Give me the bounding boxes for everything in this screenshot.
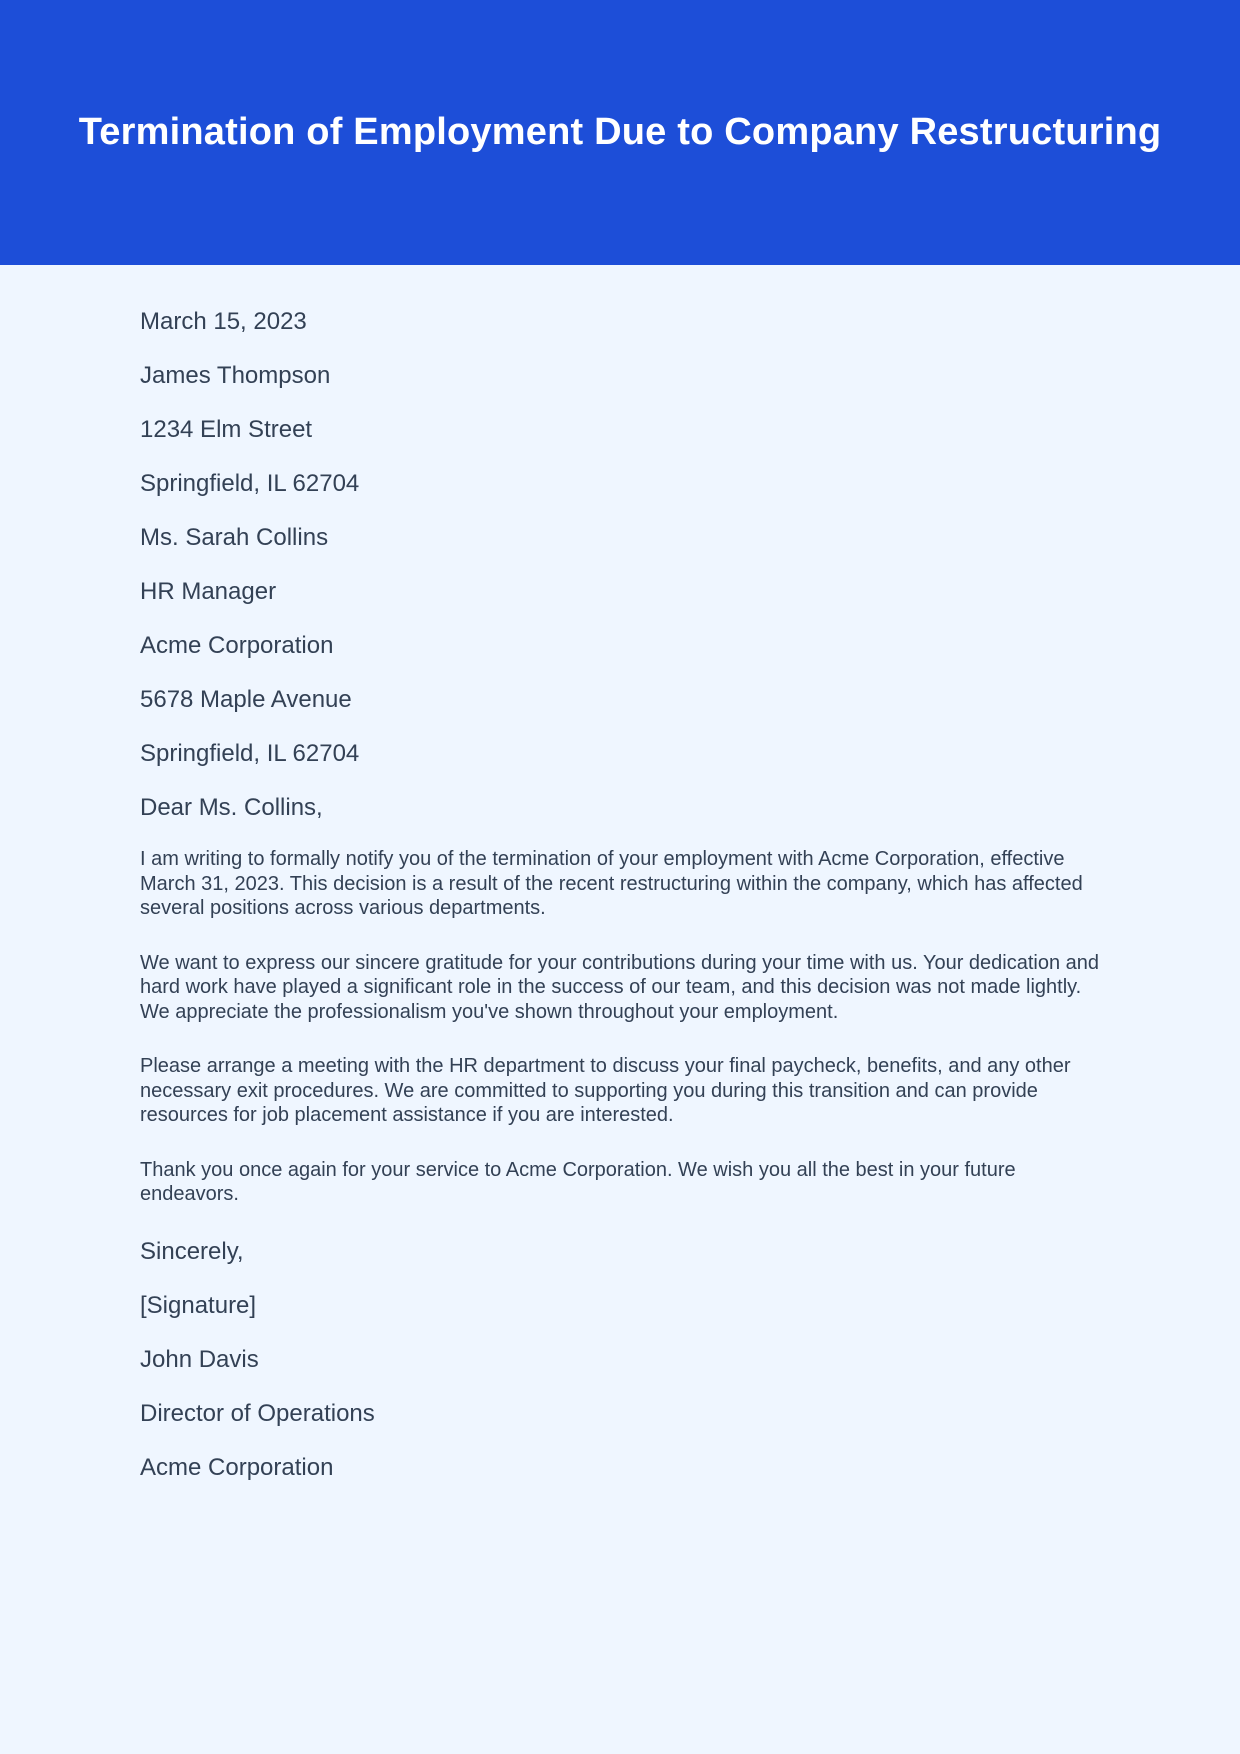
recipient-city: Springfield, IL 62704 (140, 470, 360, 497)
letter-body (0, 265, 1240, 1567)
signer-name: John Davis (140, 1345, 259, 1373)
signer-title: Director of Operations (140, 1399, 375, 1427)
signature-placeholder: [Signature] (140, 1291, 257, 1319)
header-banner (0, 0, 1240, 265)
sender-name: Ms. Sarah Collins (140, 524, 329, 551)
salutation: Dear Ms. Collins, (140, 794, 323, 821)
sender-company: Acme Corporation (140, 632, 334, 659)
sender-role: HR Manager (140, 578, 277, 605)
paragraph-gratitude: We want to express our sincere gratitude for your contributions during your time with us. Your dedication and hard work have played a significant role in the success of our team, and this decision was not made lightly. We appreciate the professionalism you've shown throughout your employment. (140, 951, 1100, 1023)
sender-street: 5678 Maple Avenue (140, 686, 352, 713)
page-title: Termination of Employment Due to Company Restructuring (78, 111, 1162, 153)
closing: Sincerely, (140, 1237, 244, 1265)
letter-date: March 15, 2023 (140, 308, 307, 335)
signer-company: Acme Corporation (140, 1453, 334, 1481)
recipient-name: James Thompson (140, 362, 331, 389)
recipient-street: 1234 Elm Street (140, 416, 313, 443)
sender-city: Springfield, IL 62704 (140, 740, 360, 767)
paragraph-thanks: Thank you once again for your service to Acme Corporation. We wish you all the best in your future endeavors. (140, 1158, 1016, 1205)
paragraph-termination-notice: I am writing to formally notify you of the termination of your employment with Acme Corporation, effective March 31, 2023. This decision is a result of the recent restructuring within the company, which has affected several positions across various departments. (140, 848, 1083, 919)
paragraph-exit-procedures: Please arrange a meeting with the HR department to discuss your final paycheck, benefits, and any other necessary exit procedures. We are committed to supporting you during this transition and can provide resources for job placement assistance if you are interested. (140, 1055, 1071, 1126)
